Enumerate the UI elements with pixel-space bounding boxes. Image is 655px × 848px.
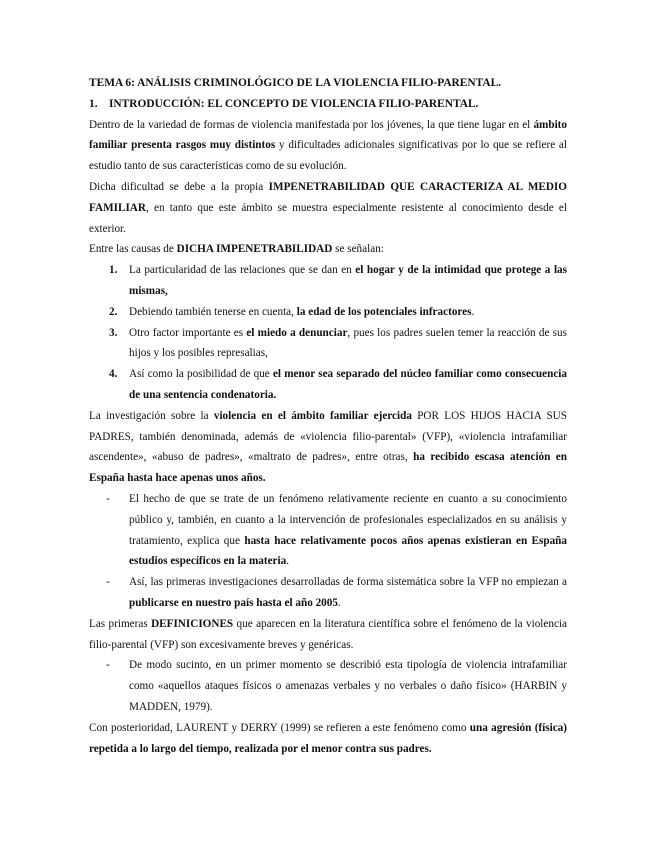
paragraph-5 <box>89 614 567 656</box>
text-run: Otro factor importante es <box>129 326 247 339</box>
paragraph-3 <box>89 239 567 260</box>
list-item <box>109 364 568 406</box>
text-run: Las primeras <box>89 617 152 630</box>
bold-run: el miedo a denunciar <box>246 326 348 339</box>
list-item <box>109 260 567 302</box>
text-run: , pues los padres suelen temer la reacción de sus hijos y los posibles represalias, <box>129 326 567 360</box>
document-page <box>89 73 567 759</box>
text-run: Así como la posibilidad de que <box>129 368 273 381</box>
paragraph-6 <box>89 718 567 760</box>
text-run: De modo sucinto, en un primer momento se describió esta tipología de violencia intrafamiliar como «aquellos ataques físicos o amenazas verbales y no verbales o daño físico» (HARBIN y MADDEN, 1979). <box>129 659 567 713</box>
paragraph-2 <box>89 177 567 239</box>
bold-run: el menor sea separado del núcleo familiar como consecuencia de una sentencia condenatoria. <box>129 368 568 401</box>
page-title: TEMA 6: ANÁLISIS CRIMINOLÓGICO DE LA VIOLENCIA FILIO-PARENTAL. <box>89 77 502 89</box>
research-list <box>89 489 567 614</box>
text-run: . <box>471 305 475 318</box>
text-run: . <box>337 596 341 609</box>
bold-run: violencia en el ámbito familiar ejercida <box>213 409 412 422</box>
bold-run: ámbito familiar presenta rasgos muy distintos <box>89 118 567 152</box>
bold-run: IMPENETRABILIDAD QUE CARACTERIZA AL MEDIO FAMILIAR <box>89 180 567 214</box>
list-number: 2. <box>109 305 118 318</box>
causes-list <box>89 260 567 406</box>
text-run: Entre las causas de <box>89 243 177 256</box>
text-run: La particularidad de las relaciones que se dan en <box>129 264 356 277</box>
bold-run: el hogar y de la intimidad que protege a las mismas, <box>129 264 567 297</box>
list-number: 1. <box>109 264 118 277</box>
bold-run: ha recibido escasa atención en España hasta hace apenas unos años. <box>89 451 567 485</box>
text-run: Así, las primeras investigaciones desarrolladas de forma sistemática sobre la VFP no empiezan a <box>129 576 567 589</box>
list-item <box>109 323 567 365</box>
list-number: 3. <box>109 326 118 339</box>
text-run: POR LOS HIJOS HACIA SUS PADRES, también denominada, además de «violencia filio-parental» (VFP), «violencia intrafamiliar ascendente», «abuso de padres», «maltrato de padres», entre otras, <box>89 409 567 464</box>
bold-run: la edad de los potenciales infractores <box>296 305 472 318</box>
list-item <box>106 572 567 614</box>
list-dash: - <box>106 659 110 672</box>
section-number: 1. <box>89 97 98 110</box>
paragraph-1 <box>89 115 567 177</box>
section-heading <box>89 94 567 115</box>
bold-run: hasta hace relativamente pocos años apenas existieran en España estudios específicos en la materia <box>129 534 567 568</box>
definitions-list <box>89 655 567 717</box>
text-run: La investigación sobre la <box>89 409 214 422</box>
paragraph-4 <box>89 406 567 489</box>
section-heading-text: INTRODUCCIÓN: EL CONCEPTO DE VIOLENCIA FILIO-PARENTAL. <box>109 97 479 110</box>
text-run: El hecho de que se trate de un fenómeno relativamente reciente en cuanto a su conocimiento público y, también, en cuanto a la intervención de profesionales especializados en su análisis y tratamiento, explica que <box>129 492 567 547</box>
list-item <box>109 302 567 323</box>
bold-run: DICHA IMPENETRABILIDAD <box>176 243 333 256</box>
list-dash: - <box>106 576 110 589</box>
text-run: Con posterioridad, LAURENT y DERRY (1999) se refieren a este fenómeno como <box>89 721 470 734</box>
bold-run: DEFINICIONES <box>151 617 234 630</box>
text-run: que aparecen en la literatura científica sobre el fenómeno de la violencia filio-parental (VFP) son excesivamente breves y genéricas. <box>89 617 567 651</box>
list-item <box>106 489 567 572</box>
text-run: Dentro de la variedad de formas de violencia manifestada por los jóvenes, la que tiene lugar en el <box>89 118 534 131</box>
text-run: y dificultades adicionales significativas por lo que se refiere al estudio tanto de sus características como de su evolución. <box>89 139 567 173</box>
text-run: , en tanto que este ámbito se muestra especialmente resistente al conocimiento desde el exterior. <box>89 201 567 235</box>
text-run: . <box>286 555 290 568</box>
text-run: se señalan: <box>332 243 384 256</box>
text-run: Dicha dificultad se debe a la propia <box>89 180 269 193</box>
list-dash: - <box>106 492 110 505</box>
bold-run: una agresión (física) repetida a lo largo del tiempo, realizada por el menor contra sus padres. <box>89 721 567 755</box>
list-number: 4. <box>109 368 118 381</box>
bold-run: publicarse en nuestro país hasta el año 2005 <box>129 596 338 609</box>
list-item <box>106 655 567 717</box>
text-run: Debiendo también tenerse en cuenta, <box>129 305 297 318</box>
